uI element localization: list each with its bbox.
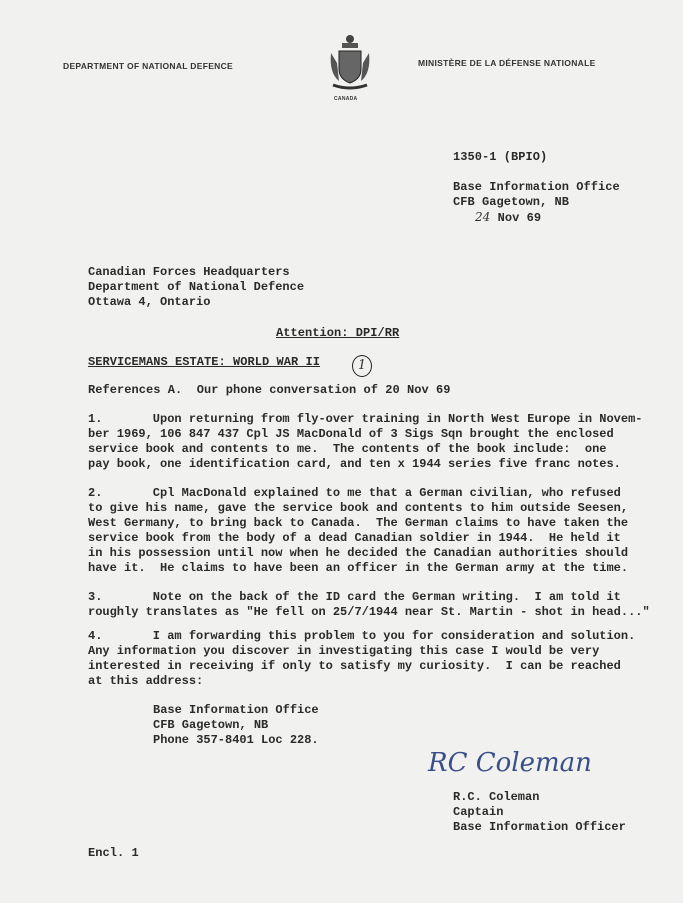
paragraph-2: [88, 486, 628, 576]
paragraph-line: 2. Cpl MacDonald explained to me that a German civilian, who refused: [88, 486, 621, 500]
address-line: CFB Gagetown, NB: [153, 718, 269, 732]
paragraph-line: service book and contents to me. The contents of the book include: one: [88, 442, 607, 456]
sender-line-2: CFB Gagetown, NB: [453, 195, 570, 209]
enclosure-note: Encl. 1: [88, 846, 139, 860]
paragraph-1: [88, 412, 643, 472]
signatory-block: [453, 790, 626, 835]
paragraph-4: [88, 629, 635, 689]
address-line: Base Information Office: [153, 703, 319, 717]
paragraph-line: pay book, one identification card, and ten x 1944 series five franc notes.: [88, 457, 621, 471]
subject-line: SERVICEMANS ESTATE: WORLD WAR II: [88, 355, 321, 369]
paragraph-line: interested in receiving if only to satisfy my curiosity. I can be reached: [88, 659, 621, 673]
signatory-name: R.C. Coleman: [453, 790, 540, 804]
paragraph-line: West Germany, to bring back to Canada. The German claims to have taken the: [88, 516, 629, 530]
recipient-line: Ottawa 4, Ontario: [88, 295, 211, 309]
letterhead-left: DEPARTMENT OF NATIONAL DEFENCE: [63, 61, 234, 71]
address-line: Phone 357-8401 Loc 228.: [153, 733, 319, 747]
paragraph-line: 4. I am forwarding this problem to you for consideration and solution.: [88, 629, 636, 643]
paragraph-3: [88, 590, 650, 620]
paragraph-line: roughly translates as "He fell on 25/7/1944 near St. Martin - shot in head...": [88, 605, 650, 619]
paragraph-line: service book from the body of a dead Canadian soldier in 1944. He held it: [88, 531, 621, 545]
coat-of-arms-logo: [327, 33, 373, 95]
recipient-address: [88, 265, 304, 310]
sender-line-1: Base Information Office: [453, 180, 620, 194]
references-line: References A. Our phone conversation of 20 Nov 69: [88, 383, 451, 397]
paragraph-line: 3. Note on the back of the ID card the German writing. I am told it: [88, 590, 621, 604]
recipient-line: Canadian Forces Headquarters: [88, 265, 290, 279]
paragraph-line: 1. Upon returning from fly-over training in North West Europe in Novem-: [88, 412, 643, 426]
letterhead-right: MINISTÈRE DE LA DÉFENSE NATIONALE: [418, 58, 596, 68]
return-address: [153, 703, 319, 748]
signatory-rank: Captain: [453, 805, 504, 819]
date-rest: Nov 69: [490, 211, 542, 225]
paragraph-line: have it. He claims to have been an officer in the German army at the time.: [88, 561, 629, 575]
date-day-handwritten: 24: [475, 210, 491, 224]
letter-date: [475, 210, 541, 226]
file-reference: 1350-1 (BPIO): [453, 150, 548, 164]
paragraph-line: Any information you discover in investigating this case I would be very: [88, 644, 600, 658]
paragraph-line: at this address:: [88, 674, 204, 688]
circled-number-mark: 1: [352, 355, 372, 377]
paragraph-line: to give his name, gave the service book and contents to him outside Seesen,: [88, 501, 629, 515]
attention-line: Attention: DPI/RR: [276, 326, 400, 340]
signatory-title: Base Information Officer: [453, 820, 626, 834]
paragraph-line: ber 1969, 106 847 437 Cpl JS MacDonald of 3 Sigs Sqn brought the enclosed: [88, 427, 614, 441]
recipient-line: Department of National Defence: [88, 280, 305, 294]
crest-caption: CANADA: [334, 96, 358, 102]
paragraph-line: in his possession until now when he decided the Canadian authorities should: [88, 546, 629, 560]
handwritten-signature: RC Coleman: [428, 748, 592, 778]
